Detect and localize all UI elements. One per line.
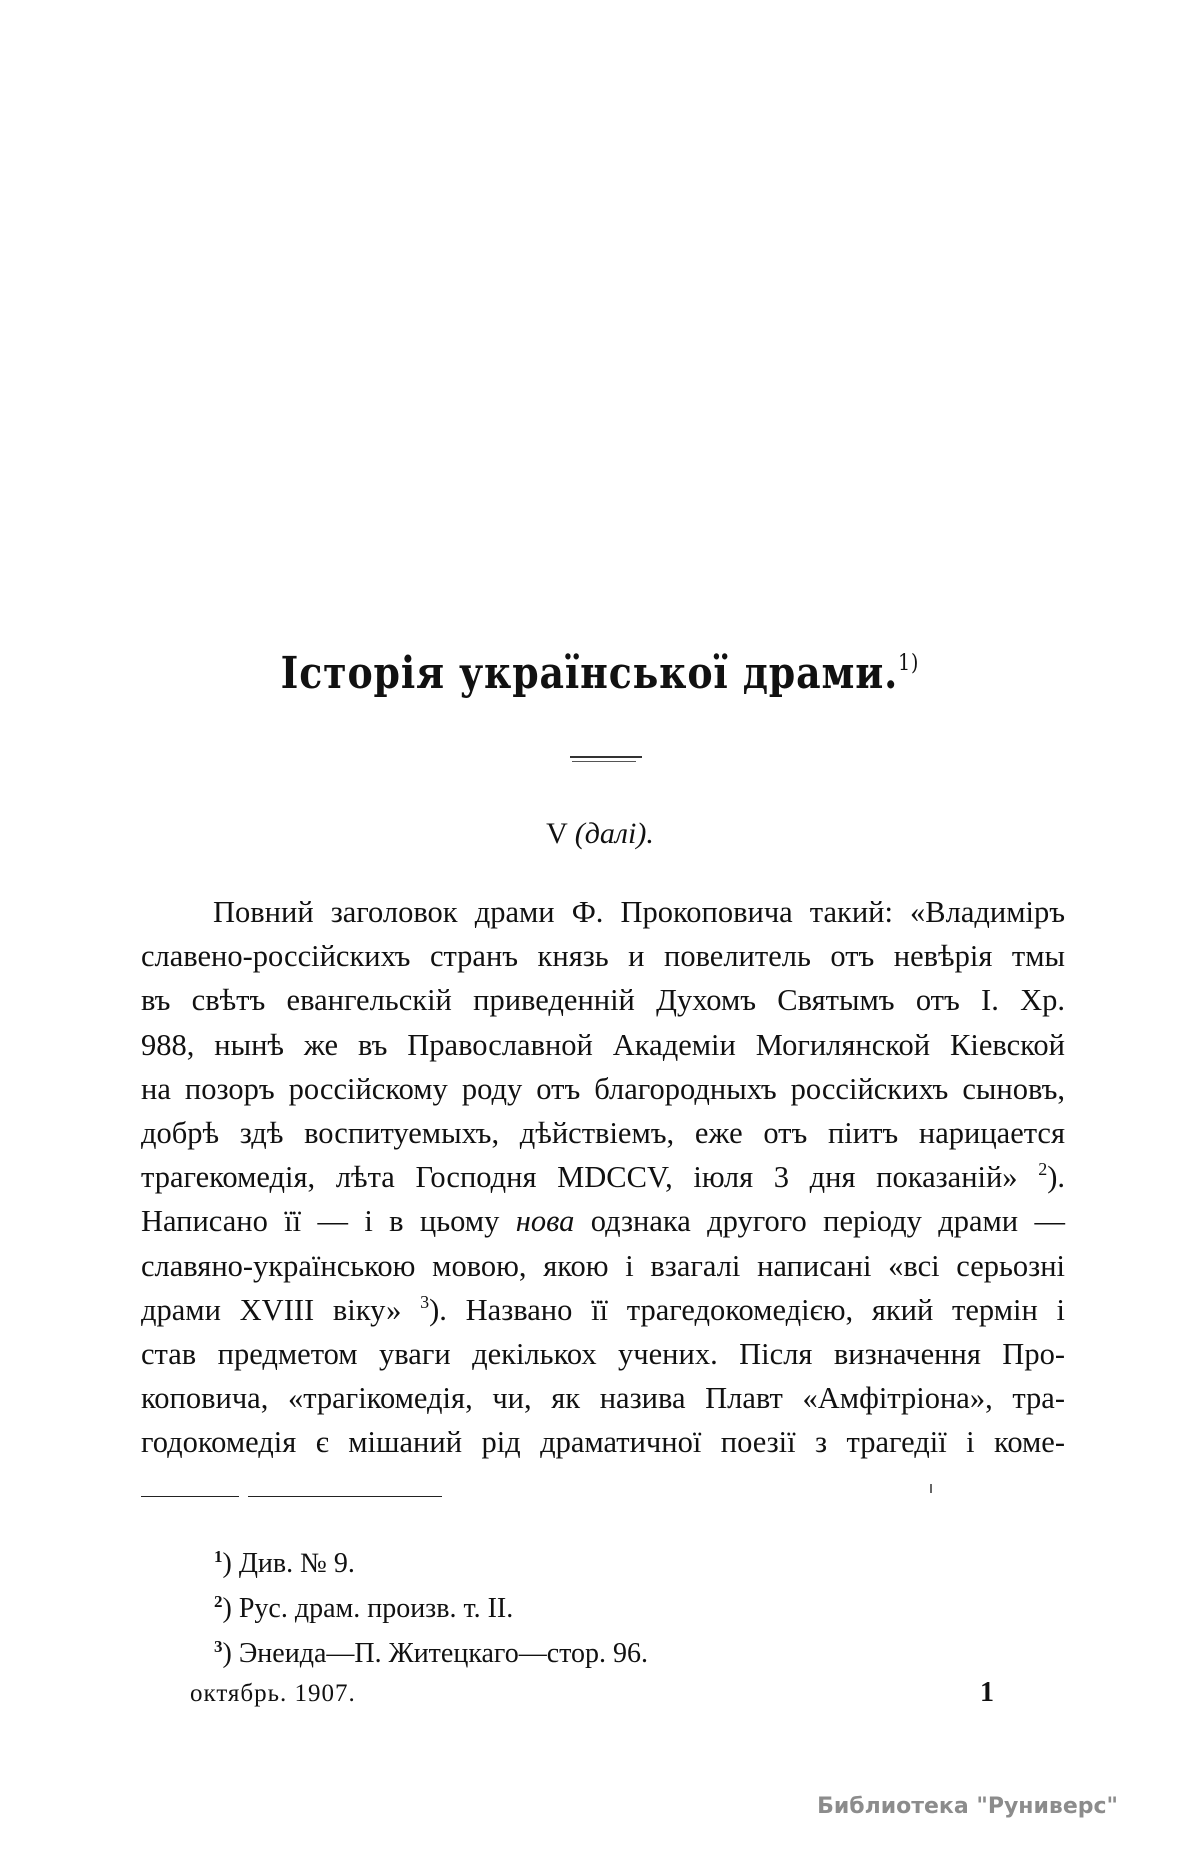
text-run: славяно-українською мовою, якою і взагалі написані «всі серьозні bbox=[141, 1248, 1065, 1283]
text-run: став предметом уваги декількох учених. Після визначення Про- bbox=[141, 1337, 1065, 1372]
text-run: драми XVIII віку» bbox=[141, 1292, 421, 1327]
text-line bbox=[141, 890, 1065, 934]
footnote bbox=[214, 1631, 648, 1676]
title-divider-secondary bbox=[572, 761, 636, 762]
emphasis-text: нова bbox=[515, 1204, 575, 1239]
text-run: ). Названо її трагедокомедією, який термін і bbox=[429, 1292, 1065, 1327]
title-divider bbox=[570, 756, 642, 758]
text-run: Написано її — і в цьому bbox=[141, 1204, 516, 1239]
text-line bbox=[141, 1067, 1065, 1111]
text-line bbox=[141, 1332, 1065, 1376]
footnotes bbox=[214, 1541, 648, 1676]
text-line bbox=[141, 1111, 1065, 1155]
page-number: 1 bbox=[980, 1677, 994, 1708]
footnote-text: ) Див. № 9. bbox=[222, 1548, 355, 1579]
text-line bbox=[141, 1244, 1065, 1288]
text-line bbox=[141, 1199, 1065, 1243]
text-line bbox=[141, 1023, 1065, 1067]
article-title-text: Історія української драми. bbox=[280, 648, 899, 699]
text-run: славено-россійскихъ странъ князь и повелитель отъ невѣрія тмы bbox=[141, 939, 1065, 974]
footnote-ref: 2 bbox=[1038, 1159, 1048, 1180]
text-line bbox=[141, 1376, 1065, 1420]
print-speck bbox=[930, 1484, 932, 1493]
article-title bbox=[84, 648, 1116, 699]
text-line bbox=[141, 978, 1065, 1022]
text-run: добрѣ здѣ воспитуемыхъ, дѣйствіемъ, еже отъ піитъ нарицается bbox=[141, 1116, 1065, 1151]
library-watermark: Библиотека "Руниверс" bbox=[817, 1794, 1118, 1819]
text-run: Повний заголовок драми Ф. Прокоповича такий: «Владиміръ bbox=[213, 895, 1065, 929]
text-run: на позоръ россійскому роду отъ благородныхъ россійскихъ сыновъ, bbox=[141, 1071, 1065, 1106]
text-line bbox=[141, 1155, 1065, 1199]
footer-date: октябрь. 1907. bbox=[190, 1680, 356, 1707]
text-run: ). bbox=[1047, 1160, 1065, 1195]
text-run: одзнака другого періоду драми — bbox=[574, 1204, 1065, 1239]
text-run: 988, нынѣ же въ Православной Академіи Могилянской Кіевской bbox=[141, 1027, 1065, 1062]
footnote-text: ) Энеида—П. Житецкаго—стор. 96. bbox=[222, 1638, 649, 1669]
section-heading bbox=[0, 817, 1200, 851]
section-numeral: V bbox=[546, 817, 568, 850]
section-label: (далі). bbox=[574, 817, 654, 850]
footnote-separator-left bbox=[141, 1496, 239, 1497]
text-run: коповича, «трагікомедія, чи, як назива Плавт «Амфітріона», тра- bbox=[141, 1381, 1065, 1416]
footnote-mark: 3 bbox=[214, 1637, 223, 1656]
text-run: трагекомедія, лѣта Господня MDCCV, іюля 3 дня показаній» bbox=[141, 1160, 1039, 1195]
title-footnote-ref: 1) bbox=[898, 651, 920, 676]
text-line bbox=[141, 934, 1065, 978]
footnote-separator-right bbox=[248, 1496, 442, 1497]
body-paragraph bbox=[141, 890, 1065, 1465]
footnote-mark: 1 bbox=[214, 1547, 223, 1566]
text-line bbox=[141, 1420, 1065, 1464]
footnote-text: ) Рус. драм. произв. т. II. bbox=[222, 1593, 514, 1624]
footnote-mark: 2 bbox=[214, 1592, 223, 1611]
text-run: въ свѣтъ евангельскій приведенній Духомъ Святымъ отъ І. Хр. bbox=[141, 983, 1065, 1018]
footnote bbox=[214, 1586, 648, 1631]
text-run: годокомедія є мішаний рід драматичної поезії з трагедії і коме- bbox=[141, 1425, 1065, 1460]
footnote bbox=[214, 1541, 648, 1586]
footnote-ref: 3 bbox=[420, 1291, 430, 1312]
text-line bbox=[141, 1288, 1065, 1332]
